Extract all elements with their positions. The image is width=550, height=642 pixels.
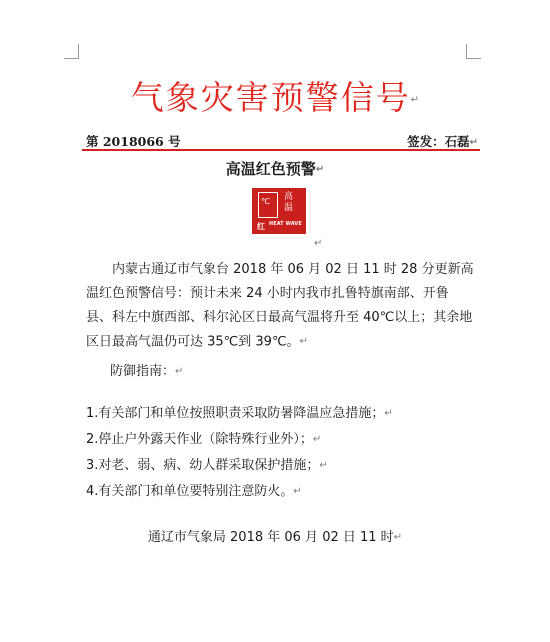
title-text: 气象灾害预警信号 [130, 78, 411, 117]
alert-subtitle [0, 158, 550, 179]
document-title [0, 72, 550, 119]
signer [407, 132, 478, 150]
paragraph-mark: ↵ [315, 164, 325, 175]
issuer-footer-text: 通辽市气象局 2018 年 06 月 02 日 11 时 [147, 530, 394, 545]
alert-body-paragraph [86, 258, 474, 355]
defense-guide-title-text: 防御指南： [110, 364, 176, 379]
defense-guide-title [110, 360, 183, 379]
measure-text: 4.有关部门和单位要特别注意防火。 [86, 484, 294, 499]
paragraph-mark: ↵ [312, 434, 322, 445]
paragraph-mark: ↵ [410, 94, 420, 106]
icon-level-label: 红 [257, 222, 265, 231]
paragraph-mark: ↵ [175, 366, 184, 377]
alert-body-text: 内蒙古通辽市气象台 2018 年 06 月 02 日 11 时 28 分更新高温红色预警信号：预计未来 24 小时内我市扎鲁特旗南部、开鲁县、科左中旗西部、科尔沁区日最高气温将升至 40℃以上；其余地区日最高气温仍可达 35℃到 39℃。 [86, 262, 474, 350]
paragraph-mark: ↵ [384, 408, 393, 419]
icon-english-label: HEAT WAVE [269, 222, 302, 227]
paragraph-mark: ↵ [314, 238, 323, 249]
paragraph-mark: ↵ [299, 336, 308, 347]
measure-item [86, 402, 393, 421]
paragraph-mark: ↵ [393, 532, 403, 543]
crop-mark-top-left [64, 44, 79, 59]
measure-text: 1.有关部门和单位按照职责采取防暑降温应急措施； [86, 406, 385, 421]
measure-item [86, 454, 328, 473]
red-divider-line [82, 149, 480, 151]
icon-chinese-label: 高温 [284, 192, 294, 213]
crop-mark-top-right [466, 44, 481, 59]
paragraph-mark: ↵ [319, 460, 328, 471]
paragraph-mark: ↵ [469, 137, 478, 148]
paragraph-mark: ↵ [293, 486, 302, 497]
alert-subtitle-text: 高温红色预警 [225, 160, 316, 178]
signer-text: 签发：石磊 [407, 134, 470, 149]
document-number: 第 2018066 号 [86, 134, 181, 149]
measure-text: 3.对老、弱、病、幼人群采取保护措施； [86, 458, 320, 473]
issuer-footer [0, 526, 550, 545]
heat-wave-red-warning-icon [252, 188, 306, 234]
measure-item [86, 480, 302, 499]
celsius-symbol: ℃ [261, 197, 270, 206]
measure-text: 2.停止户外露天作业（除特殊行业外）； [86, 432, 313, 447]
measure-item [86, 428, 321, 447]
